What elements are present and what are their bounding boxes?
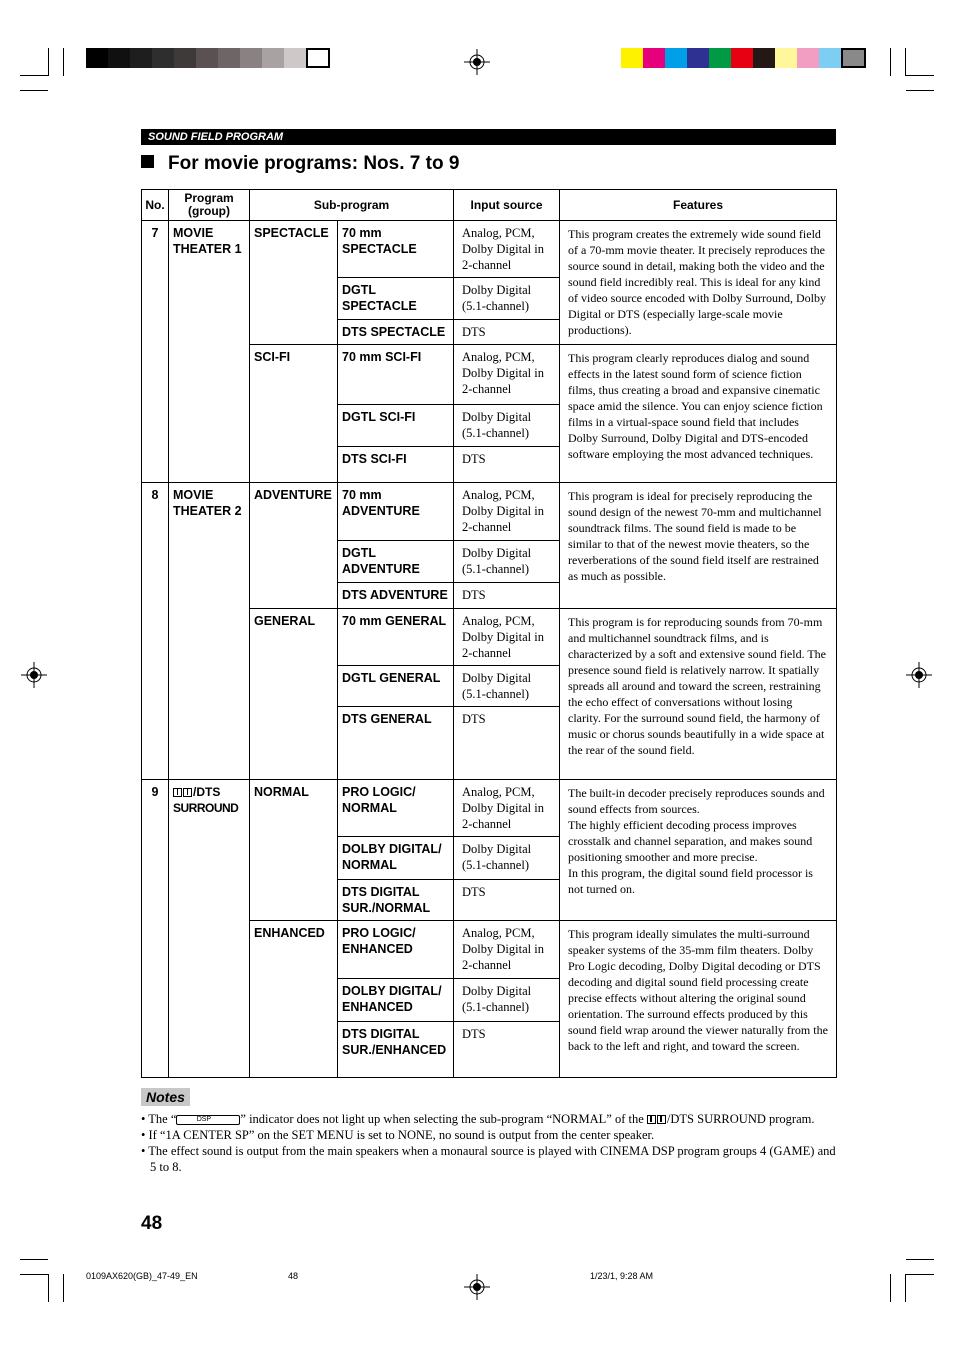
gray-swatch <box>152 48 174 68</box>
note-text: If “1A CENTER SP” on the SET MENU is set to NONE, no sound is output from the center speaker. <box>148 1128 655 1142</box>
notes-label: Notes <box>141 1088 190 1106</box>
gray-swatch <box>306 48 330 68</box>
features-text: This program is for reproducing sounds from 70-mm and multichannel soundtrack films, and is characterized by a soft and extensive sound field. The presence sound field is relatively narrow. It spatially spreads all around and toward the screen, restraining the echo effect of conversations without losing clarity. For the surround sound field, the harmony of music or chorus sounds beautifully in a wide space at the rear of the sound field. <box>560 609 837 780</box>
table-row <box>142 483 837 541</box>
note-item: • The effect sound is output from the main speakers when a monaural source is played with CINEMA DSP program groups 4 (GAME) and 5 to 8. <box>141 1144 836 1174</box>
registration-mark-icon <box>464 49 490 75</box>
note-item: • The “ DSP ” indicator does not light up when selecting the sub-program “NORMAL” of the /DTS SURROUND program. <box>141 1112 815 1126</box>
gray-swatch <box>240 48 262 68</box>
input-source: DTS <box>454 707 560 780</box>
gray-swatch <box>174 48 196 68</box>
sub-group: SPECTACLE <box>250 221 338 345</box>
input-source: Dolby Digital (5.1-channel) <box>454 405 560 447</box>
footer-page: 48 <box>288 1271 299 1281</box>
sub-program: DTS GENERAL <box>338 707 454 780</box>
sub-group: ENHANCED <box>250 921 338 1078</box>
dolby-double-d-icon <box>647 1115 656 1124</box>
input-source: Dolby Digital (5.1-channel) <box>454 666 560 707</box>
footer-date: 1/23/1, 9:28 AM <box>590 1271 654 1281</box>
color-swatch <box>621 48 643 68</box>
features-text: This program creates the extremely wide sound field of a 70-mm movie theater. It precisely reproduces the source sound in detail, making both the video and the sound field incredibly real. This is ideal for any kind of video source encoded with Dolby Surround, Dolby Digital or DTS (especially large-scale movie productions). <box>560 221 837 345</box>
input-source: Analog, PCM, Dolby Digital in 2-channel <box>454 221 560 278</box>
header-subprogram: Sub-program <box>250 190 454 221</box>
features-text: This program is ideal for precisely reproducing the sound design of the newest 70-mm and multichannel soundtrack films. The sound field is made to be similar to that of the newest movie theaters, so the reverberations of the sound field itself are restrained as much as possible. <box>560 483 837 609</box>
dolby-double-d-icon <box>173 788 182 797</box>
sub-program: DOLBY DIGITAL/ ENHANCED <box>338 979 454 1022</box>
sub-program: DGTL ADVENTURE <box>338 541 454 583</box>
input-source: DTS <box>454 320 560 345</box>
gray-swatch <box>130 48 152 68</box>
sub-program: DGTL GENERAL <box>338 666 454 707</box>
sub-group: GENERAL <box>250 609 338 780</box>
program-group-name: /DTS <box>193 785 221 799</box>
sub-program: 70 mm SPECTACLE <box>338 221 454 278</box>
table-row <box>142 221 837 278</box>
dolby-double-d-icon <box>183 788 192 797</box>
notes-list <box>141 1111 841 1175</box>
header-no: No. <box>142 190 169 221</box>
sub-group: NORMAL <box>250 780 338 921</box>
program-group: MOVIE THEATER 1 <box>169 221 250 483</box>
gray-swatch <box>86 48 108 68</box>
sub-program: DGTL SCI-FI <box>338 405 454 447</box>
color-swatch <box>643 48 665 68</box>
note-text: The “ <box>148 1112 177 1126</box>
sub-program: PRO LOGIC/ NORMAL <box>338 780 454 837</box>
note-text: The effect sound is output from the main speakers when a monaural source is played with CINEMA DSP program groups 4 (GAME) and 5 to 8. <box>148 1144 836 1174</box>
sub-program: 70 mm ADVENTURE <box>338 483 454 541</box>
features-text: This program clearly reproduces dialog and sound effects in the latest sound form of science fiction films, thus creating a broad and expansive cinematic space amid the silence. You can enjoy science fiction films in a virtual-space sound field that includes Dolby Surround, Dolby Digital and DTS-encoded software employing the most advanced techniques. <box>560 345 837 483</box>
sub-program: DOLBY DIGITAL/ NORMAL <box>338 837 454 880</box>
registration-mark-icon <box>464 1274 490 1300</box>
color-swatch <box>665 48 687 68</box>
color-swatch <box>797 48 819 68</box>
footer-file: 0109AX620(GB)_47-49_EN <box>86 1271 198 1281</box>
registration-mark-icon <box>906 662 932 688</box>
input-source: DTS <box>454 1022 560 1078</box>
sub-program: DTS DIGITAL SUR./NORMAL <box>338 880 454 921</box>
features-text: This program ideally simulates the multi-surround speaker systems of the 35-mm film theaters. Dolby Pro Logic decoding, Dolby Digital decoding or DTS decoding and digital sound field processing create precise effects without altering the original sound orientation. The surround effects produced by this sound field wrap around the viewer naturally from the back to the left and right, and toward the screen. <box>560 921 837 1078</box>
color-swatch <box>753 48 775 68</box>
program-group <box>169 780 250 1078</box>
sub-program: DTS SCI-FI <box>338 447 454 483</box>
note-text: /DTS SURROUND program. <box>666 1112 815 1126</box>
gray-swatch <box>262 48 284 68</box>
header-input: Input source <box>454 190 560 221</box>
input-source: DTS <box>454 880 560 921</box>
dolby-double-d-icon <box>657 1115 666 1124</box>
sub-program: 70 mm SCI-FI <box>338 345 454 405</box>
programs-table <box>141 189 837 1078</box>
heading-text: For movie programs: Nos. 7 to 9 <box>168 153 460 174</box>
sub-program: 70 mm GENERAL <box>338 609 454 666</box>
registration-mark-icon <box>21 662 47 688</box>
gray-swatch <box>284 48 306 68</box>
input-source: Dolby Digital (5.1-channel) <box>454 541 560 583</box>
gray-swatch <box>196 48 218 68</box>
program-number: 9 <box>142 780 169 1078</box>
sub-program: PRO LOGIC/ ENHANCED <box>338 921 454 979</box>
color-swatch <box>819 48 841 68</box>
header-program: Program (group) <box>169 190 250 221</box>
color-swatch <box>841 48 866 68</box>
color-swatch <box>687 48 709 68</box>
color-swatch <box>709 48 731 68</box>
header-features: Features <box>560 190 837 221</box>
input-source: Dolby Digital (5.1-channel) <box>454 278 560 320</box>
program-number: 7 <box>142 221 169 483</box>
sub-program: DTS DIGITAL SUR./ENHANCED <box>338 1022 454 1078</box>
table-row <box>142 780 837 837</box>
sub-program: DTS SPECTACLE <box>338 320 454 345</box>
input-source: Analog, PCM, Dolby Digital in 2-channel <box>454 483 560 541</box>
square-bullet-icon <box>141 155 154 168</box>
program-number: 8 <box>142 483 169 780</box>
gray-swatch <box>218 48 240 68</box>
section-label: SOUND FIELD PROGRAM <box>141 129 836 145</box>
page-number: 48 <box>141 1213 163 1234</box>
input-source: Dolby Digital (5.1-channel) <box>454 979 560 1022</box>
input-source: Dolby Digital (5.1-channel) <box>454 837 560 880</box>
table-header-row <box>142 190 837 221</box>
color-swatch <box>731 48 753 68</box>
dsp-indicator-icon: DSP <box>176 1115 240 1125</box>
input-source: Analog, PCM, Dolby Digital in 2-channel <box>454 780 560 837</box>
input-source: Analog, PCM, Dolby Digital in 2-channel <box>454 345 560 405</box>
note-item: • If “1A CENTER SP” on the SET MENU is set to NONE, no sound is output from the center speaker. <box>141 1128 655 1142</box>
color-swatch <box>775 48 797 68</box>
input-source: Analog, PCM, Dolby Digital in 2-channel <box>454 921 560 979</box>
input-source: DTS <box>454 583 560 609</box>
input-source: DTS <box>454 447 560 483</box>
features-text: The built-in decoder precisely reproduces sounds and sound effects from sources. The highly efficient decoding process improves crosstalk and channel separation, and makes sound positioning smoother and more precise. In this program, the digital sound field processor is not turned on. <box>560 780 837 921</box>
sub-program: DGTL SPECTACLE <box>338 278 454 320</box>
sub-group: ADVENTURE <box>250 483 338 609</box>
note-text: ” indicator does not light up when selecting the sub-program “NORMAL” of the <box>240 1112 647 1126</box>
gray-swatch <box>108 48 130 68</box>
input-source: Analog, PCM, Dolby Digital in 2-channel <box>454 609 560 666</box>
page-heading <box>141 153 459 175</box>
sub-group: SCI-FI <box>250 345 338 483</box>
program-group: MOVIE THEATER 2 <box>169 483 250 780</box>
program-group-name: SURROUND <box>173 801 239 815</box>
sub-program: DTS ADVENTURE <box>338 583 454 609</box>
